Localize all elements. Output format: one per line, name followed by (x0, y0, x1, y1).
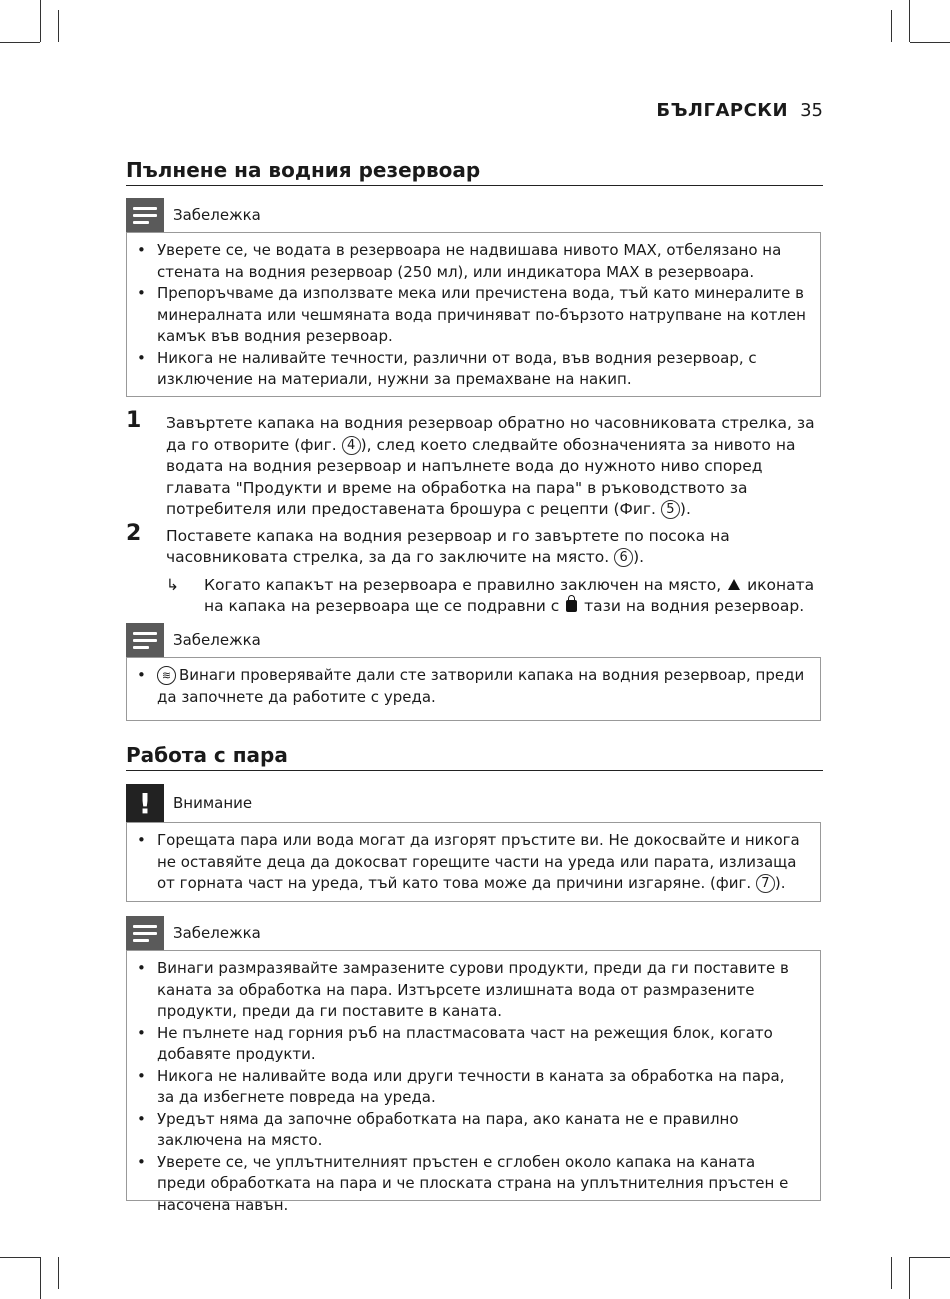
step-text: ). (679, 500, 691, 518)
crop-mark (40, 1257, 41, 1299)
note-item: • Никога не наливайте вода или други течности в каната за обработка на пара, за да избегнете повреда на уреда. (135, 1066, 806, 1109)
step-text: ), след което следвайте обозначенията за нивото на водата на водния резервоар и напълнете вода до нужното ниво според главата "Продукти и време на обработка на пара" в ръководството за потребителя или предоставената брошура с рецепти (Фиг. (166, 435, 796, 518)
figure-ref: 7 (756, 874, 775, 893)
result-text: тази на водния резервоар. (579, 597, 805, 615)
section-title-steaming: Работа с пара (126, 743, 823, 771)
crop-mark (909, 0, 910, 42)
note-item: • Винаги размразявайте замразените сурови продукти, преди да ги поставите в каната за обработка на пара. Изтърсете излишната вода от размразените продукти, преди да ги поставите в каната. (135, 958, 806, 1023)
triangle-icon (728, 579, 740, 590)
note-item: • Не пълнете над горния ръб на пластмасовата част на режещия блок, когато добавяте продукти. (135, 1023, 806, 1066)
crop-mark (909, 1257, 910, 1299)
result-arrow-icon: ↳ (166, 575, 179, 594)
figure-ref: 6 (614, 548, 633, 567)
figure-ref: 5 (661, 500, 680, 519)
note-icon (126, 916, 164, 950)
step-number: 1 (126, 408, 142, 433)
crop-mark (0, 1257, 40, 1258)
figure-ref: 4 (342, 436, 361, 455)
note-item: • Уверете се, че уплътнителният пръстен е сглобен около капака на каната преди обработката на пара и че плоската страна на уплътнителния пръстен е насочена навън. (135, 1152, 806, 1217)
step-result (126, 575, 826, 618)
note-item: • Препоръчваме да използвате мека или пречистена вода, тъй като минералите в минералната или чешмяната вода причиняват по-бързото натрупване на котлен камък във водния резервоар. (135, 283, 806, 348)
note-header (126, 916, 261, 950)
note-item: • Никога не наливайте течности, различни от вода, във водния резервоар, с изключение на материали, нужни за премахване на накип. (135, 348, 806, 391)
note-item (135, 665, 806, 708)
crop-mark (891, 10, 892, 42)
step-text: Поставете капака на водния резервоар и го завъртете по посока на часовниковата стрелка, за да го заключите на място. (166, 526, 730, 566)
note-label: Забележка (173, 924, 261, 942)
note-label: Забележка (173, 206, 261, 224)
lock-icon (566, 600, 577, 612)
crop-mark (58, 1257, 59, 1289)
result-text: Когато капакът на резервоара е правилно заключен на място, (204, 575, 727, 594)
caution-text: Горещата пара или вода могат да изгорят пръстите ви. Не докосвайте и никога не оставяйте деца да докосват горещите части на уреда или парата, излизаща от горната част на уреда, тъй като това може да причини изгаряне. (фиг. (157, 831, 800, 892)
step (126, 408, 826, 521)
result-text: иконата на капака на резервоара ще се подравни с (204, 575, 815, 615)
crop-mark (910, 1257, 950, 1258)
note-icon (126, 623, 164, 657)
note-item: • Уверете се, че водата в резервоара не надвишава нивото MAX, отбелязано на стената на водния резервоар (250 мл), или индикатора MAX в резервоара. (135, 240, 806, 283)
note-item: • Уредът няма да започне обработката на пара, ако каната не е правилно заключена на място. (135, 1109, 806, 1152)
language-label: БЪЛГАРСКИ (656, 100, 789, 121)
crop-mark (891, 1257, 892, 1289)
step (126, 520, 826, 569)
note-icon (126, 198, 164, 232)
section-title-water-tank: Пълнене на водния резервоар (126, 158, 823, 186)
caution-header (126, 784, 252, 822)
caution-box (126, 822, 821, 902)
page-number: 35 (800, 100, 823, 121)
tank-lid-icon: ≋ (157, 666, 176, 685)
note-header (126, 623, 261, 657)
note-box (126, 232, 821, 397)
caution-text: ). (774, 874, 786, 892)
exclamation-icon: ! (126, 784, 164, 822)
note-box (126, 657, 821, 721)
note-box (126, 950, 821, 1214)
crop-mark (40, 0, 41, 42)
step-number: 2 (126, 520, 142, 546)
step-text: ). (633, 548, 645, 566)
caution-label: Внимание (173, 794, 253, 812)
page-header (656, 100, 823, 121)
crop-mark (0, 42, 40, 43)
crop-mark (910, 42, 950, 43)
steps-list (126, 408, 826, 618)
note-header (126, 198, 261, 232)
step-text: Завъртете капака на водния резервоар обратно но часовниковата стрелка, за да го отворите (фиг. (166, 414, 815, 454)
note-text: Винаги проверявайте дали сте затворили капака на водния резервоар, преди да започнете да работите с уреда. (157, 666, 805, 706)
caution-item (135, 830, 806, 895)
crop-mark (58, 10, 59, 42)
note-label: Забележка (173, 631, 261, 649)
